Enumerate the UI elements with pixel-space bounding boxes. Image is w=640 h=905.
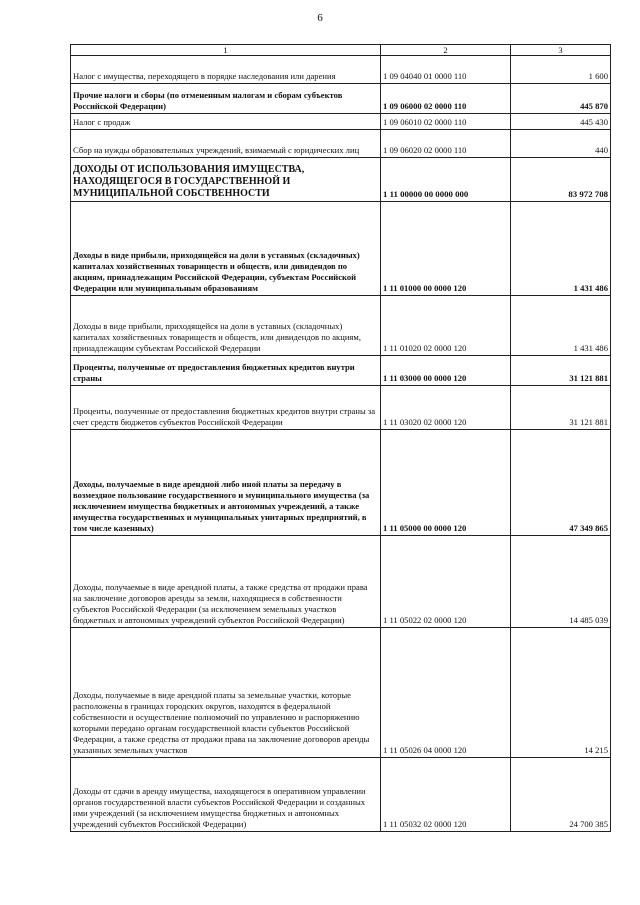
row-name: Налог с продаж [71, 114, 381, 130]
row-code: 1 11 05032 02 0000 120 [381, 758, 511, 832]
table-row [71, 158, 611, 202]
column-number-1: 1 [71, 45, 381, 56]
table-row [71, 56, 611, 84]
row-value: 1 431 486 [511, 296, 611, 356]
row-value: 14 215 [511, 628, 611, 758]
row-value: 47 349 865 [511, 430, 611, 536]
row-name: Проценты, полученные от предоставления бюджетных кредитов внутри страны [71, 356, 381, 386]
table-row [71, 430, 611, 536]
row-code: 1 11 03000 00 0000 120 [381, 356, 511, 386]
column-number-3: 3 [511, 45, 611, 56]
row-value: 1 431 486 [511, 202, 611, 296]
row-name: Сбор на нужды образовательных учреждений, взимаемый с юридических лиц [71, 130, 381, 158]
table-row [71, 386, 611, 430]
table-row [71, 84, 611, 114]
row-value: 14 485 039 [511, 536, 611, 628]
row-name: Доходы, получаемые в виде арендной либо иной платы за передачу в возмездное пользование государственного и муниципального имущества (за исключением имущества бюджетных и автономных учреждений, а также имущества государственных и муниципальных унитарных предприятий, в том числе казенных) [71, 430, 381, 536]
table-row [71, 628, 611, 758]
row-code: 1 09 06000 02 0000 110 [381, 84, 511, 114]
row-code: 1 11 05022 02 0000 120 [381, 536, 511, 628]
row-code: 1 09 04040 01 0000 110 [381, 56, 511, 84]
table-row [71, 202, 611, 296]
table-row [71, 536, 611, 628]
row-name: Доходы, получаемые в виде арендной платы за земельные участки, которые расположены в границах городских округов, находятся в федеральной собственности и осуществление полномочий по управлению и распоряжению которыми передано органам государственной власти субъектов Российской Федерации, а также средства от продажи права на заключение договоров аренды указанных земельных участков [71, 628, 381, 758]
row-name: Доходы, получаемые в виде арендной платы, а также средства от продажи права на заключение договоров аренды за земли, находящиеся в собственности субъектов Российской Федерации (за исключением земельных участков бюджетных и автономных учреждений субъектов Российской Федерации) [71, 536, 381, 628]
table-row [71, 758, 611, 832]
table-row [71, 130, 611, 158]
row-name: Налог с имущества, переходящего в порядке наследования или дарения [71, 56, 381, 84]
row-code: 1 11 00000 00 0000 000 [381, 158, 511, 202]
table-row [71, 296, 611, 356]
table-row [71, 356, 611, 386]
row-value: 83 972 708 [511, 158, 611, 202]
row-name: Доходы в виде прибыли, приходящейся на доли в уставных (складочных) капиталах хозяйственных товариществ и обществ, или дивидендов по акциям, принадлежащим субъектам Российской Федерации [71, 296, 381, 356]
row-name: Прочие налоги и сборы (по отмененным налогам и сборам субъектов Российской Федерации) [71, 84, 381, 114]
row-value: 1 600 [511, 56, 611, 84]
row-code: 1 11 05026 04 0000 120 [381, 628, 511, 758]
row-value: 445 430 [511, 114, 611, 130]
row-code: 1 11 01000 00 0000 120 [381, 202, 511, 296]
row-name: Доходы в виде прибыли, приходящейся на доли в уставных (складочных) капиталах хозяйственных товариществ и обществ, или дивидендов по акциям, принадлежащим Российской Федерации, субъектам Российской Федерации или муниципальным образованиям [71, 202, 381, 296]
row-code: 1 11 03020 02 0000 120 [381, 386, 511, 430]
table-row [71, 114, 611, 130]
row-value: 445 870 [511, 84, 611, 114]
row-value: 24 700 385 [511, 758, 611, 832]
row-value: 31 121 881 [511, 386, 611, 430]
row-name: ДОХОДЫ ОТ ИСПОЛЬЗОВАНИЯ ИМУЩЕСТВА, НАХОДЯЩЕГОСЯ В ГОСУДАРСТВЕННОЙ И МУНИЦИПАЛЬНОЙ СОБСТВЕННОСТИ [71, 158, 381, 202]
row-code: 1 09 06010 02 0000 110 [381, 114, 511, 130]
row-code: 1 11 01020 02 0000 120 [381, 296, 511, 356]
row-name: Проценты, полученные от предоставления бюджетных кредитов внутри страны за счет средств бюджетов субъектов Российской Федерации [71, 386, 381, 430]
column-number-row [71, 45, 611, 56]
row-code: 1 09 06020 02 0000 110 [381, 130, 511, 158]
row-code: 1 11 05000 00 0000 120 [381, 430, 511, 536]
row-value: 31 121 881 [511, 356, 611, 386]
row-name: Доходы от сдачи в аренду имущества, находящегося в оперативном управлении органов государственной власти субъектов Российской Федерации и созданных ими учреждений (за исключением имущества бюджетных и автономных учреждений субъектов Российской Федерации) [71, 758, 381, 832]
column-number-2: 2 [381, 45, 511, 56]
revenue-table [70, 44, 611, 832]
row-value: 440 [511, 130, 611, 158]
page-number: 6 [317, 12, 323, 24]
